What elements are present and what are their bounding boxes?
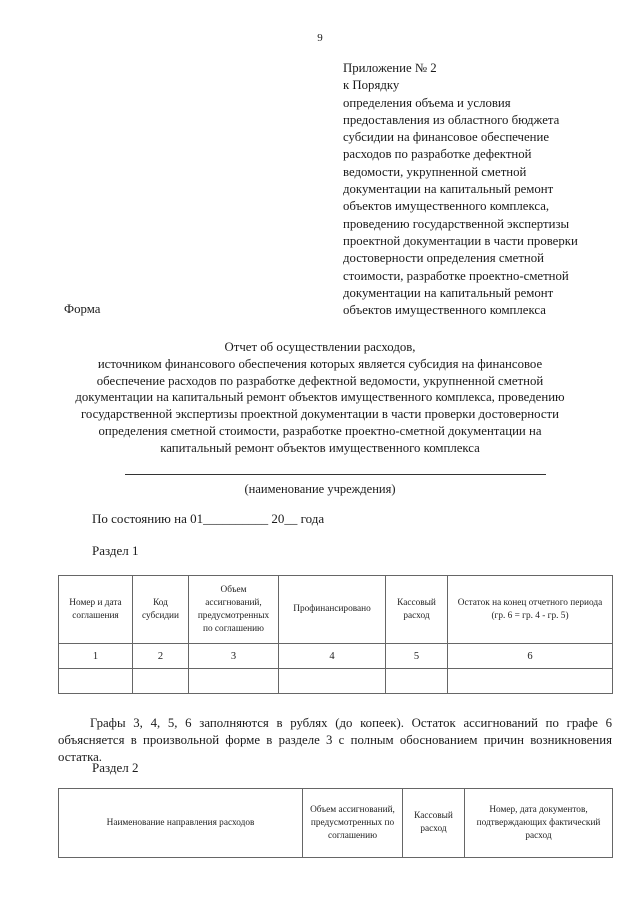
column-number-cell: 3 xyxy=(189,644,279,669)
column-number-cell: 1 xyxy=(59,644,133,669)
column-number-cell: 4 xyxy=(279,644,386,669)
table-header-cell: Объем ассигнований, предусмотренных по соглашению xyxy=(303,789,403,858)
annex-line: объектов имущественного комплекса, xyxy=(343,199,550,214)
section-1-label: Раздел 1 xyxy=(92,543,139,558)
table-cell xyxy=(448,669,613,694)
table-cell xyxy=(386,669,448,694)
annex-line: проведению государственной экспертизы xyxy=(343,216,570,231)
annex-line: субсидии на финансовое обеспечение xyxy=(343,130,550,145)
annex-header xyxy=(343,60,633,319)
section-2-table xyxy=(58,788,613,858)
annex-line: расходов по разработке дефектной xyxy=(343,147,532,162)
institution-caption: (наименование учреждения) xyxy=(244,482,396,496)
page-number: 9 xyxy=(317,32,323,44)
filling-note: Графы 3, 4, 5, 6 заполняются в рублях (до копеек). Остаток ассигнований по графе 6 объясняется в произвольной форме в разделе 3 с полным обоснованием причин возникновения остатка. xyxy=(58,716,612,764)
section-1-table xyxy=(58,575,613,694)
table-header-cell: Номер, дата документов, подтверждающих фактический расход xyxy=(465,789,613,858)
annex-line: к Порядку xyxy=(343,78,400,93)
as-of-date: По состоянию на 01__________ 20__ года xyxy=(92,511,325,526)
annex-line: ведомости, укрупненной сметной xyxy=(343,164,527,179)
annex-line: объектов имущественного комплекса xyxy=(343,303,546,318)
report-title-line: определения сметной стоимости, разработке проектно-сметной документации на xyxy=(98,423,542,438)
table-header-cell: Объем ассигнований, предусмотренных по соглашению xyxy=(189,576,279,644)
annex-title: Приложение № 2 xyxy=(343,61,437,75)
report-title-line: капитальный ремонт объектов имущественного комплекса xyxy=(160,440,480,455)
table-cell xyxy=(133,669,189,694)
report-title-line: источником финансового обеспечения которых является субсидия на финансовое xyxy=(97,356,543,371)
annex-line: предоставления из областного бюджета xyxy=(343,112,560,127)
annex-line: стоимости, разработке проектно-сметной xyxy=(343,268,569,283)
table-header-cell: Профинансировано xyxy=(279,576,386,644)
form-label: Форма xyxy=(64,302,101,316)
table-header-cell: Наименование направления расходов xyxy=(59,789,303,858)
table-header-cell: Код субсидии xyxy=(133,576,189,644)
column-number-cell: 2 xyxy=(133,644,189,669)
report-title-line: обеспечение расходов по разработке дефектной ведомости, укрупненной сметной xyxy=(96,373,544,388)
institution-name-blank-line xyxy=(125,474,546,475)
report-title-line: документации на капитальный ремонт объектов имущественного комплекса, проведению xyxy=(75,390,565,405)
annex-line: документации на капитальный ремонт xyxy=(343,285,554,300)
annex-line: достоверности определения сметной xyxy=(343,251,545,266)
table-column-number-row xyxy=(59,644,613,669)
table-header-cell: Номер и дата соглашения xyxy=(59,576,133,644)
table-header-cell: Кассовый расход xyxy=(403,789,465,858)
table-header-row xyxy=(59,576,613,644)
column-number-cell: 5 xyxy=(386,644,448,669)
table-cell xyxy=(279,669,386,694)
annex-line: определения объема и условия xyxy=(343,95,511,110)
table-header-row xyxy=(59,789,613,858)
report-title xyxy=(40,339,600,457)
table-cell xyxy=(59,669,133,694)
annex-line: проектной документации в части проверки xyxy=(343,233,578,248)
report-title-line: Отчет об осуществлении расходов, xyxy=(224,340,416,354)
report-title-line: государственной экспертизы проектной документации в части проверки достоверности xyxy=(80,407,559,422)
table-header-cell: Остаток на конец отчетного периода (гр. 6 = гр. 4 - гр. 5) xyxy=(448,576,613,644)
table-cell xyxy=(189,669,279,694)
section-2-label: Раздел 2 xyxy=(92,760,139,775)
column-number-cell: 6 xyxy=(448,644,613,669)
table-row xyxy=(59,669,613,694)
annex-line: документации на капитальный ремонт xyxy=(343,182,554,197)
table-header-cell: Кассовый расход xyxy=(386,576,448,644)
